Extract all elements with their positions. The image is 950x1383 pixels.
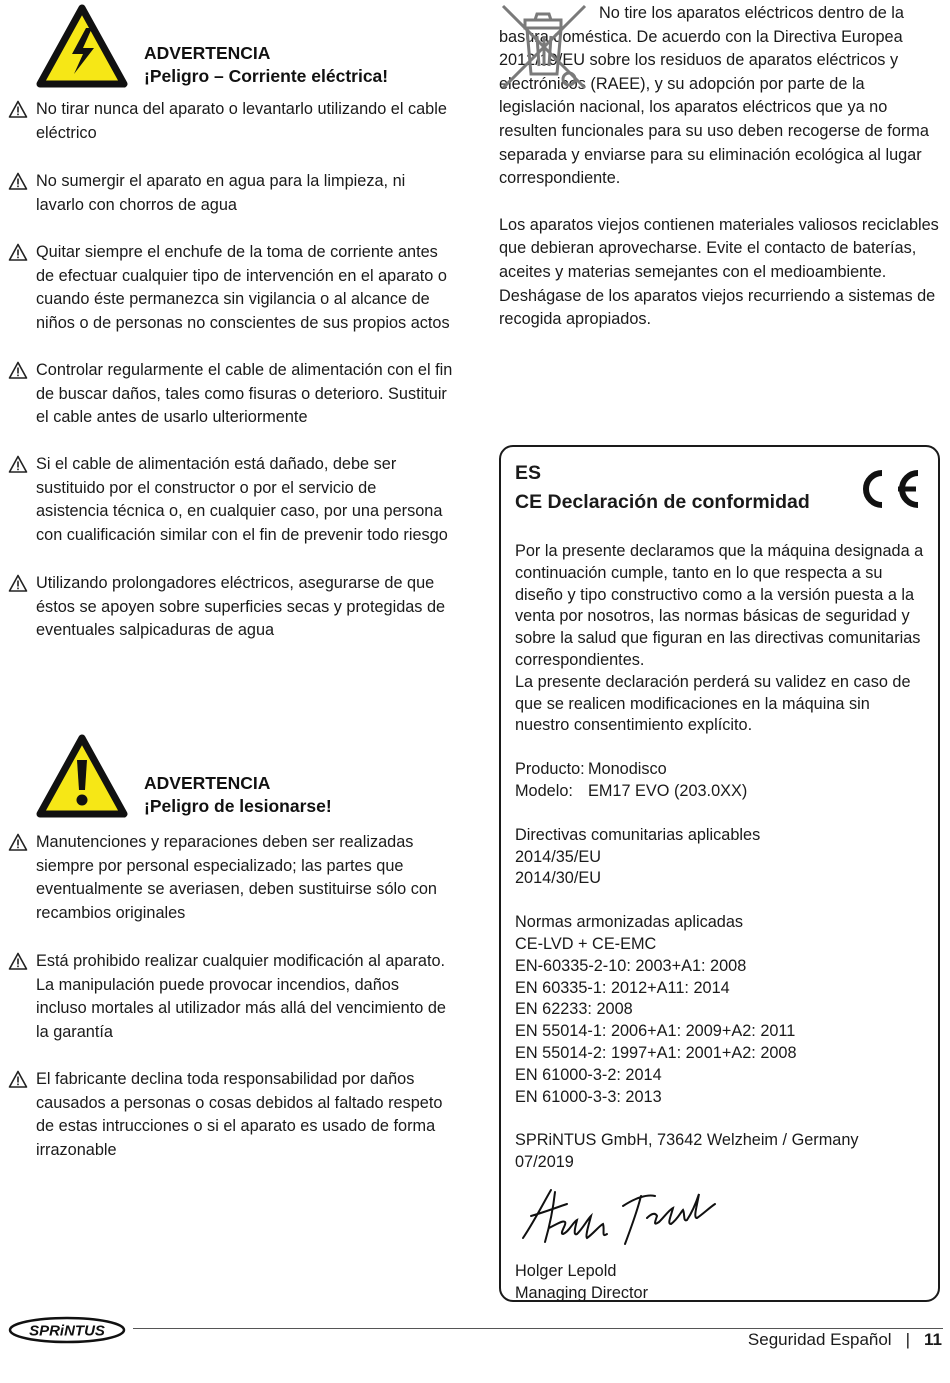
standard-item: EN 62233: 2008 — [515, 1000, 633, 1019]
model-value: EM17 EVO (203.0XX) — [588, 781, 748, 800]
footer-rule — [133, 1328, 943, 1329]
model-label: Modelo: — [515, 781, 573, 800]
electric-warning-subtitle: ¡Peligro – Corriente eléctrica! — [144, 66, 389, 86]
directive-item: 2014/30/EU — [515, 869, 601, 888]
product-value: Monodisco — [588, 760, 667, 779]
electric-hazard-icon — [36, 4, 128, 88]
item-text: No sumergir el aparato en agua para la limpieza, ni lavarlo con chorros de agua — [36, 172, 406, 214]
declaration-date: 07/2019 — [515, 1153, 574, 1172]
page-number: 11 — [924, 1330, 942, 1349]
product-label: Producto: — [515, 760, 585, 779]
item-text: Quitar siempre el enchufe de la toma de corriente antes de efectuar cualquier tipo de intervención en el aparato o cuando éste permanezca sin vigilancia o al alcance de niños o de personas no conscientes de sus propios actos — [36, 243, 450, 332]
crossed-out-bin-icon — [499, 2, 589, 92]
company-address: SPRiNTUS GmbH, 73642 Welzheim / Germany — [515, 1131, 859, 1150]
signer-name: Holger Lepold — [515, 1261, 617, 1280]
declaration-body-2: La presente declaración perderá su validez en caso de que se realicen modificaciones en la máquina sin nuestro consentimiento explícito. — [515, 672, 911, 735]
electric-warning-item — [8, 359, 453, 430]
standard-item: EN-60335-2-10: 2003+A1: 2008 — [515, 956, 747, 975]
item-text: Controlar regularmente el cable de alimentación con el fin de buscar daños, tales como fisuras o deterioro. Sustituir el cable antes de usarlo ulteriormente — [36, 361, 453, 427]
directives-block — [515, 825, 925, 890]
ce-declaration-box — [499, 445, 940, 1302]
small-warning-triangle-icon — [8, 1070, 28, 1089]
item-text: Si el cable de alimentación está dañado, debe ser sustituido por el constructor o por el servicio de asistencia técnica o, en cualquier caso, por una persona con cualificación similar con el fin de prevenir todo riesgo — [36, 455, 448, 544]
item-text: Manutenciones y reparaciones deben ser realizadas siempre por personal especializado; las partes que eventualmente se averiasen, deben sustituirse sólo con recambios originales — [36, 833, 437, 922]
brand-logo-mark — [8, 1316, 126, 1344]
electric-warning-item — [8, 572, 453, 643]
item-text: No tirar nunca del aparato o levantarlo utilizando el cable eléctrico — [36, 100, 447, 142]
standard-item: CE-LVD + CE-EMC — [515, 934, 657, 953]
injury-warning-subtitle: ¡Peligro de lesionarse! — [144, 796, 332, 816]
small-warning-triangle-icon — [8, 833, 28, 852]
standard-item: EN 61000-3-3: 2013 — [515, 1087, 662, 1106]
small-warning-triangle-icon — [8, 172, 28, 191]
exclamation-hazard-icon — [36, 734, 128, 818]
disposal-paragraph-1: No tire los aparatos eléctricos dentro de la basura doméstica. De acuerdo con la Directiva Europea 2012/19/EU sobre los residuos de aparatos eléctricos y electrónicos (RAEE), y su adopción por parte de la legislación nacional, los aparatos eléctricos que ya no resulten funcionales para su uso deben recogerse de forma separada y enviarse para su eliminación ecológica al lugar correspondiente. — [499, 4, 929, 188]
small-warning-triangle-icon — [8, 243, 28, 262]
small-warning-triangle-icon — [8, 455, 28, 474]
injury-warning-item — [8, 831, 453, 925]
item-text: Está prohibido realizar cualquier modificación al aparato. La manipulación puede provocar incendios, daños incluso mortales al utilizador más allá del vencimiento de la garantía — [36, 952, 446, 1041]
standard-item: EN 55014-2: 1997+A1: 2001+A2: 2008 — [515, 1043, 797, 1062]
item-text: El fabricante declina toda responsabilidad por daños causados a personas o cosas debidos al faltado respeto de estas intrucciones o si el aparato es usado de forma irrazonable — [36, 1070, 443, 1159]
standard-item: EN 55014-1: 2006+A1: 2009+A2: 2011 — [515, 1022, 796, 1041]
handwritten-signature — [515, 1184, 725, 1250]
footer-text: Seguridad Español | 11 — [747, 1330, 942, 1349]
product-info — [515, 759, 925, 803]
standards-title: Normas armonizadas aplicadas — [515, 913, 744, 932]
declaration-body-1: Por la presente declaramos que la máquina designada a continuación cumple, tanto en lo que respecta a su diseño y tipo constructivo como a la versión puesta a la venta por nosotros, las normas básicas de seguridad y sobre la salud que figuran en las directivas comunitarias correspondientes. — [515, 542, 924, 669]
directives-title: Directivas comunitarias aplicables — [515, 825, 761, 844]
company-block — [515, 1130, 925, 1174]
brand-text: SPRiNTUS — [29, 1322, 105, 1340]
electric-warning-item — [8, 241, 453, 335]
small-warning-triangle-icon — [8, 574, 28, 593]
injury-warning-item — [8, 950, 453, 1044]
disposal-section — [499, 2, 945, 332]
item-text: Utilizando prolongadores eléctricos, asegurarse de que éstos se apoyen sobre superficies secas y protegidas de eventuales salpicaduras de agua — [36, 574, 446, 640]
electric-warning-item — [8, 453, 453, 547]
declaration-body — [515, 541, 925, 737]
injury-warning-title: ADVERTENCIA — [144, 773, 271, 793]
small-warning-triangle-icon — [8, 361, 28, 380]
standard-item: EN 60335-1: 2012+A11: 2014 — [515, 978, 730, 997]
disposal-paragraph-2: Los aparatos viejos contienen materiales valiosos reciclables que debieran aprovecharse. Evite el contacto de baterías, aceites y materias semejantes con el medioambiente. Deshágase de los aparatos viejos recurriendo a sistemas de recogida apropiados. — [499, 215, 939, 329]
electric-warning-title: ADVERTENCIA — [144, 43, 271, 63]
electric-warning-item — [8, 98, 453, 145]
signer-role: Managing Director — [515, 1283, 649, 1302]
standards-block — [515, 912, 925, 1108]
declaration-title: CE Declaración de conformidad — [515, 491, 810, 513]
standard-item: EN 61000-3-2: 2014 — [515, 1065, 662, 1084]
declaration-language: ES — [515, 462, 542, 484]
injury-warning-item — [8, 1068, 453, 1162]
electric-warning-item — [8, 170, 453, 217]
small-warning-triangle-icon — [8, 952, 28, 971]
footer-section: Seguridad Español — [747, 1330, 892, 1349]
directive-item: 2014/35/EU — [515, 847, 601, 866]
sprintus-logo — [8, 1316, 126, 1349]
small-warning-triangle-icon — [8, 100, 28, 119]
